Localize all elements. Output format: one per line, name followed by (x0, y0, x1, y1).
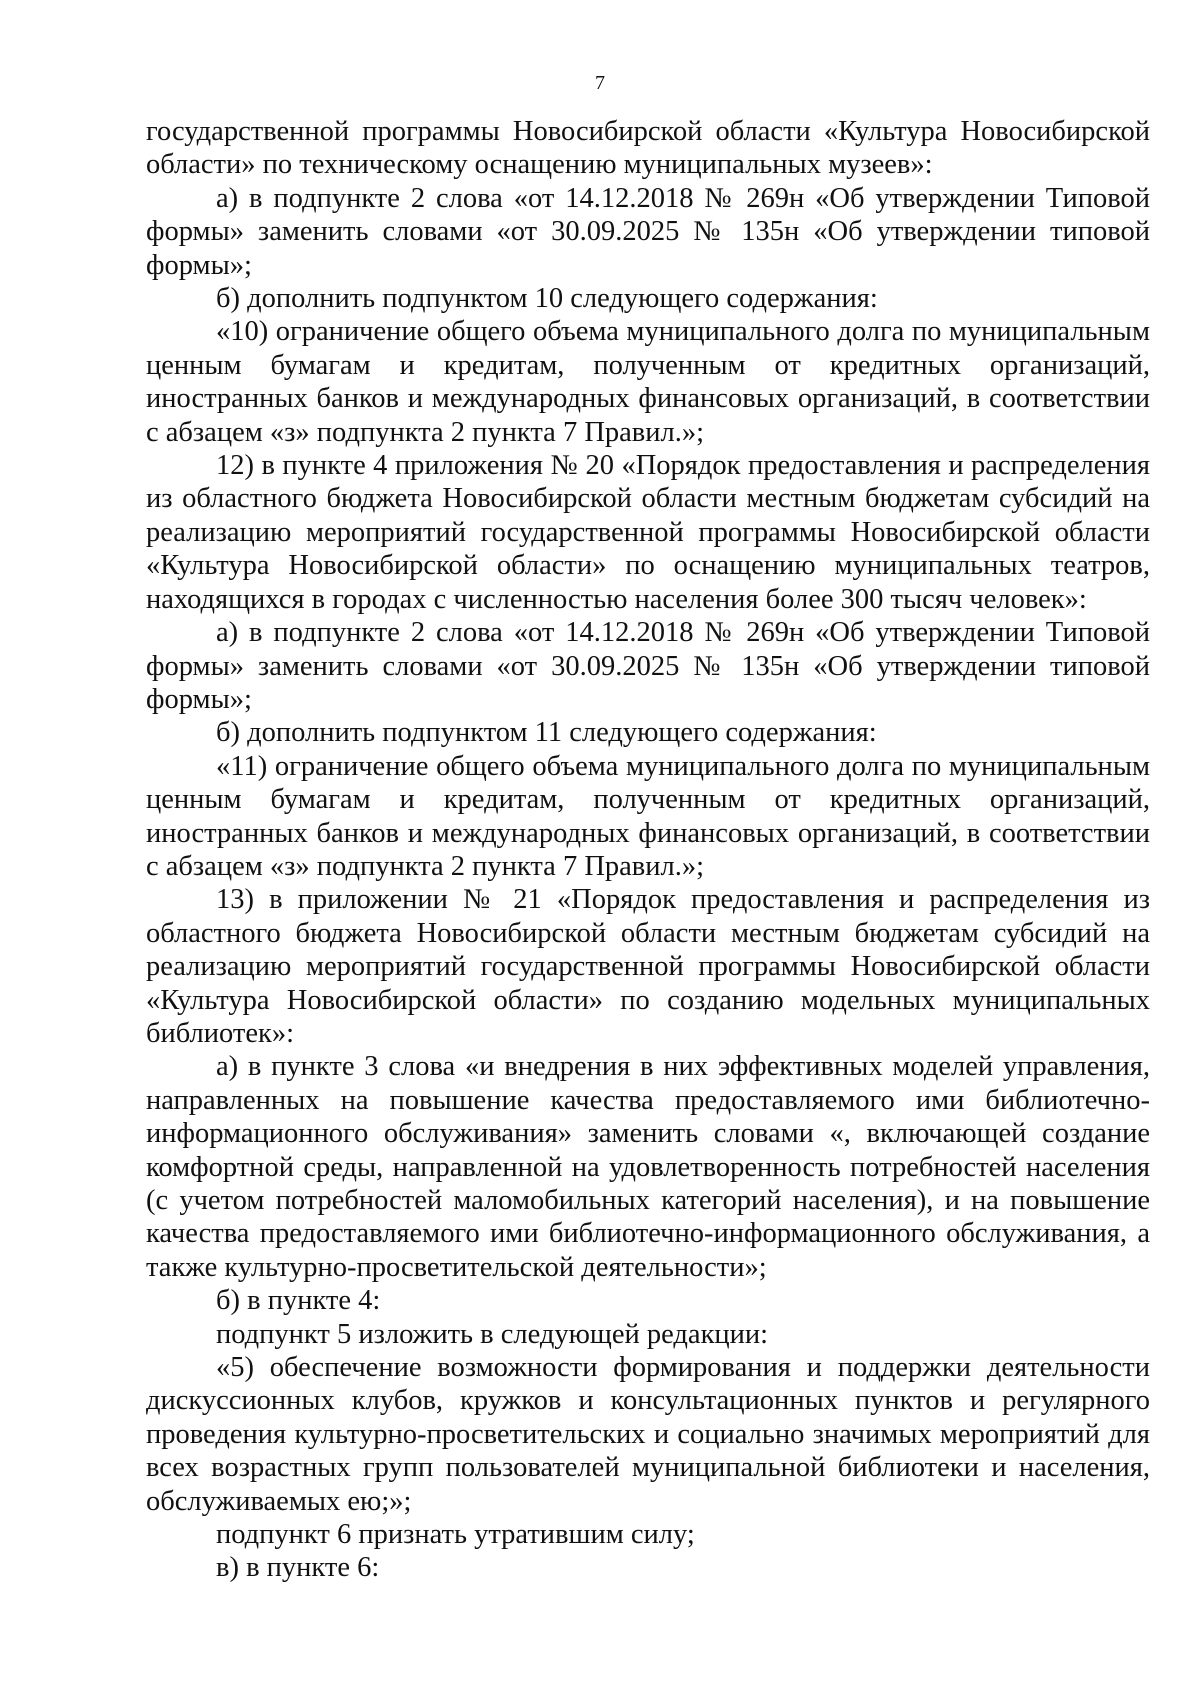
paragraph: а) в пункте 3 слова «и внедрения в них эффективных моделей управления, направленных на повышение качества предоставляемого ими библиотечно-информационного обслуживания» заменить словами «, включающей создание комфортной среды, направленной на удовлетворенность потребностей населения (с учетом потребностей маломобильных категорий населения), и на повышение качества предоставляемого ими библиотечно-информационного обслуживания, а также культурно-просветительской деятельности»; (146, 1051, 1150, 1283)
paragraph: в) в пункте 6: (216, 1552, 380, 1584)
paragraph: а) в подпункте 2 слова «от 14.12.2018 № 269н «Об утверждении Типовой формы» заменить словами «от 30.09.2025 № 135н «Об утверждении типовой формы»; (146, 182, 1150, 281)
document-body (146, 115, 1150, 1585)
paragraph: б) дополнить подпунктом 11 следующего содержания: (216, 717, 877, 749)
paragraph: «10) ограничение общего объема муниципального долга по муниципальным ценным бумагам и кредитам, полученным от кредитных организаций, иностранных банков и международных финансовых организаций, в соответствии с абзацем «з» подпункта 2 пункта 7 Правил.»; (146, 316, 1150, 448)
page-number: 7 (595, 72, 605, 94)
paragraph: 12) в пункте 4 приложения № 20 «Порядок предоставления и распределения из областного бюджета Новосибирской области местным бюджетам субсидий на реализацию мероприятий государственной программы Новосибирской области «Культура Новосибирской области» по оснащению муниципальных театров, находящихся в городах с численностью населения более 300 тысяч человек»: (146, 450, 1150, 615)
paragraph: «11) ограничение общего объема муниципального долга по муниципальным ценным бумагам и кредитам, полученным от кредитных организаций, иностранных банков и международных финансовых организаций, в соответствии с абзацем «з» подпункта 2 пункта 7 Правил.»; (146, 750, 1150, 882)
paragraph: а) в подпункте 2 слова «от 14.12.2018 № 269н «Об утверждении Типовой формы» заменить словами «от 30.09.2025 № 135н «Об утверждении типовой формы»; (146, 617, 1150, 715)
paragraph: государственной программы Новосибирской области «Культура Новосибирской области» по техническому оснащению муниципальных музеев»: (146, 116, 1150, 181)
paragraph: 13) в приложении № 21 «Порядок предоставления и распределения из областного бюджета Новосибирской области местным бюджетам субсидий на реализацию мероприятий государственной программы Новосибирской области «Культура Новосибирской области» по созданию модельных муниципальных библиотек»: (146, 884, 1150, 1049)
paragraph: «5) обеспечение возможности формирования и поддержки деятельности дискуссионных клубов, кружков и консультационных пунктов и регулярного проведения культурно-просветительских и социально значимых мероприятий для всех возрастных групп пользователей муниципальной библиотеки и населения, обслуживаемых ею;»; (146, 1352, 1150, 1517)
paragraph: подпункт 6 признать утратившим силу; (216, 1519, 695, 1551)
paragraph: б) дополнить подпунктом 10 следующего содержания: (216, 283, 878, 315)
paragraph: б) в пункте 4: (216, 1285, 381, 1317)
paragraph: подпункт 5 изложить в следующей редакции: (216, 1318, 769, 1350)
